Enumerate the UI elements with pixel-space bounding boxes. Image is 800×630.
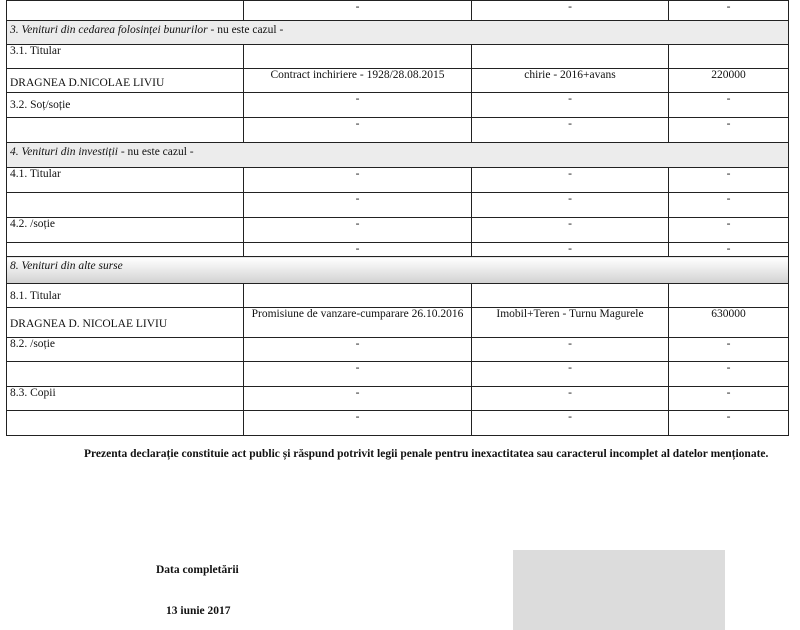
redacted-signature-block bbox=[513, 550, 725, 630]
cell-amount: 220000 bbox=[669, 69, 789, 93]
cell-service: - bbox=[472, 118, 669, 143]
cell-empty bbox=[669, 45, 789, 69]
cell-amount: - bbox=[669, 218, 789, 243]
row-label bbox=[7, 243, 244, 257]
cell-source: - bbox=[244, 387, 472, 411]
cell-service: Imobil+Teren - Turnu Magurele bbox=[472, 308, 669, 338]
owner-name: DRAGNEA D.NICOLAE LIVIU bbox=[7, 69, 244, 93]
cell-empty bbox=[244, 284, 472, 308]
cell-empty bbox=[669, 284, 789, 308]
completion-date-value: 13 iunie 2017 bbox=[166, 605, 231, 617]
table-row bbox=[7, 243, 789, 257]
cell-service: - bbox=[472, 387, 669, 411]
cell-source: - bbox=[244, 93, 472, 118]
table-row bbox=[7, 93, 789, 118]
row-label: 8.1. Titular bbox=[7, 284, 244, 308]
section-4-title: 4. Venituri din investiții bbox=[10, 146, 118, 158]
row-label: 3.1. Titular bbox=[7, 45, 244, 69]
cell-service: - bbox=[472, 193, 669, 218]
section-8-title: 8. Venituri din alte surse bbox=[7, 257, 789, 284]
row-label bbox=[7, 118, 244, 143]
cell-label bbox=[7, 1, 244, 21]
cell-amount: - bbox=[669, 1, 789, 21]
section-4-header bbox=[7, 143, 789, 168]
row-label: 8.2. /soție bbox=[7, 338, 244, 362]
row-label bbox=[7, 193, 244, 218]
cell-empty bbox=[472, 45, 669, 69]
table-row bbox=[7, 338, 789, 362]
cell-source: - bbox=[244, 243, 472, 257]
table-row bbox=[7, 218, 789, 243]
cell-empty bbox=[244, 45, 472, 69]
table-row bbox=[7, 193, 789, 218]
table-row bbox=[7, 411, 789, 436]
cell-service: - bbox=[472, 218, 669, 243]
section-3-title: 3. Venituri din cedarea folosinței bunurilor bbox=[10, 24, 208, 36]
income-table bbox=[6, 0, 789, 436]
cell-source: - bbox=[244, 218, 472, 243]
table-row bbox=[7, 69, 789, 93]
cell-source: Promisiune de vanzare-cumparare 26.10.2016 bbox=[244, 308, 472, 338]
cell-amount: - bbox=[669, 243, 789, 257]
cell-amount: - bbox=[669, 118, 789, 143]
cell-amount: - bbox=[669, 168, 789, 193]
cell-amount: - bbox=[669, 362, 789, 387]
cell-amount: - bbox=[669, 387, 789, 411]
cell-amount: - bbox=[669, 193, 789, 218]
cell-amount: - bbox=[669, 93, 789, 118]
row-label: 4.1. Titular bbox=[7, 168, 244, 193]
section-4-title-cell bbox=[7, 143, 789, 168]
row-label: 4.2. /soție bbox=[7, 218, 244, 243]
cell-amount: - bbox=[669, 338, 789, 362]
cell-source: - bbox=[244, 168, 472, 193]
row-label bbox=[7, 362, 244, 387]
cell-source: Contract inchiriere - 1928/28.08.2015 bbox=[244, 69, 472, 93]
cell-amount: - bbox=[669, 411, 789, 436]
section-3-title-cell bbox=[7, 21, 789, 45]
cell-source: - bbox=[244, 193, 472, 218]
cell-source: - bbox=[244, 118, 472, 143]
section-4-note: - nu este cazul - bbox=[117, 146, 194, 158]
cell-source: - bbox=[244, 411, 472, 436]
table-row bbox=[7, 1, 789, 21]
section-3-header bbox=[7, 21, 789, 45]
table-row bbox=[7, 308, 789, 338]
row-label bbox=[7, 411, 244, 436]
completion-date-label: Data completării bbox=[156, 564, 239, 576]
table-row bbox=[7, 387, 789, 411]
cell-service: - bbox=[472, 1, 669, 21]
cell-service: chirie - 2016+avans bbox=[472, 69, 669, 93]
section-8-header bbox=[7, 257, 789, 284]
cell-service: - bbox=[472, 362, 669, 387]
cell-source: - bbox=[244, 362, 472, 387]
cell-source: - bbox=[244, 1, 472, 21]
table-row bbox=[7, 362, 789, 387]
section-3-note: - nu este cazul - bbox=[207, 24, 284, 36]
cell-source: - bbox=[244, 338, 472, 362]
row-label: 8.3. Copii bbox=[7, 387, 244, 411]
cell-service: - bbox=[472, 168, 669, 193]
table-row bbox=[7, 118, 789, 143]
table-row bbox=[7, 168, 789, 193]
table-row bbox=[7, 45, 789, 69]
cell-service: - bbox=[472, 411, 669, 436]
cell-service: - bbox=[472, 338, 669, 362]
cell-service: - bbox=[472, 93, 669, 118]
owner-name: DRAGNEA D. NICOLAE LIVIU bbox=[7, 308, 244, 338]
row-label: 3.2. Soț/soție bbox=[7, 93, 244, 118]
table-row bbox=[7, 284, 789, 308]
cell-empty bbox=[472, 284, 669, 308]
cell-service: - bbox=[472, 243, 669, 257]
cell-amount: 630000 bbox=[669, 308, 789, 338]
declaration-statement: Prezenta declarație constituie act public și răspund potrivit legii penale pentru inexactitatea sau caracterul incomplet al datelor menționate. bbox=[84, 448, 769, 460]
